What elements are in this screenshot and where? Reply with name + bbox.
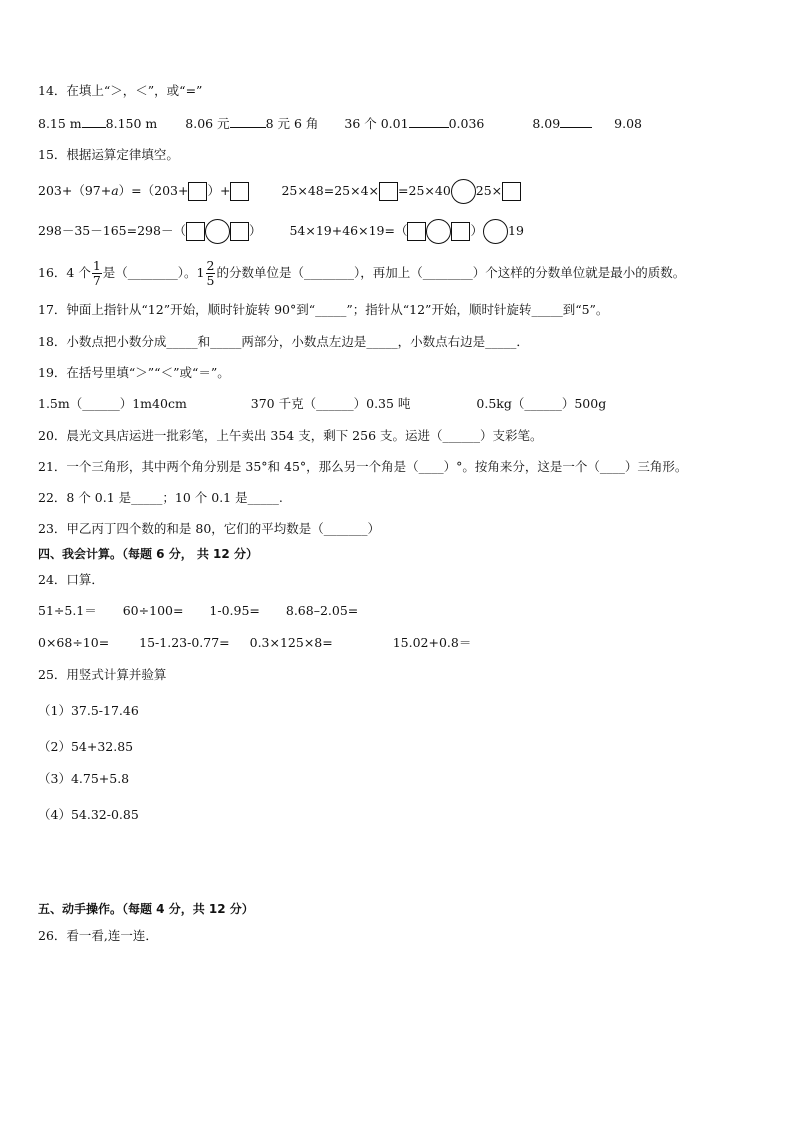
q15-r1b-text2: =25×40 (398, 183, 451, 198)
answer-box[interactable] (188, 182, 207, 201)
q16-text1: 16．4 个 (38, 265, 91, 280)
q25-item-3: （3）4.75+5.8 (38, 771, 130, 786)
q15-r1b-text3: 25× (475, 183, 503, 198)
q15-r1a-text2: ）=（203+ (118, 183, 189, 198)
answer-circle[interactable] (426, 219, 451, 244)
q24-row2 (38, 634, 471, 652)
q14-item-4a: 8.09 (532, 116, 561, 131)
fraction-denominator: 5 (206, 273, 215, 288)
q14-items (38, 114, 642, 133)
q24-title: 24．口算． (38, 572, 104, 587)
q15-r1a-text1: 203+（97+ (38, 183, 112, 198)
q15-row2 (38, 218, 524, 244)
q15-r1a-text3: ）+ (207, 183, 231, 198)
q19-item-b: 370 千克（______）0.35 吨 (250, 396, 411, 411)
q16 (38, 256, 685, 290)
oral-calc-item: 60÷100= (122, 603, 184, 618)
section-4-heading: 四、我会计算。（每题 6 分， 共 12 分） (38, 547, 258, 561)
fraction-numerator: 1 (92, 258, 101, 273)
oral-calc-item: 1-0.95= (209, 603, 260, 618)
fraction-denominator: 7 (92, 273, 101, 288)
answer-blank[interactable] (409, 114, 449, 128)
answer-box[interactable] (230, 222, 249, 241)
q15-row1 (38, 178, 521, 204)
q24-row1 (38, 602, 358, 620)
q18: 18．小数点把小数分成_____和_____两部分，小数点左边是_____，小数点右边是_____． (38, 334, 529, 349)
q17: 17．钟面上指针从“12”开始，顺时针旋转 90°到“_____”；指针从“12”开始，顺时针旋转_____到“5”。 (38, 302, 609, 317)
q25-item-2: （2）54+32.85 (38, 739, 134, 754)
q14-item-3b: 0.036 (448, 116, 485, 131)
q22: 22．8 个 0.1 是_____；10 个 0.1 是_____. (38, 490, 283, 505)
q26-title: 26．看一看,连一连． (38, 928, 158, 943)
answer-circle[interactable] (483, 219, 508, 244)
q25-item-1: （1）37.5-17.46 (38, 703, 139, 718)
q14-item-3a: 36 个 0.01 (344, 116, 409, 131)
answer-box[interactable] (230, 182, 249, 201)
q15-r2b-text2: ） (470, 223, 483, 238)
q15-title: 15．根据运算定律填空。 (38, 147, 179, 162)
q19-items (38, 395, 606, 413)
q19-item-c: 0.5kg（______）500g (476, 396, 607, 411)
oral-calc-item: 0×68÷10= (38, 635, 110, 650)
answer-box[interactable] (186, 222, 205, 241)
answer-box[interactable] (502, 182, 521, 201)
section-5-heading: 五、动手操作。（每题 4 分，共 12 分） (38, 902, 254, 916)
q16-text2: 是（________）。1 (102, 265, 205, 280)
q25-title: 25．用竖式计算并验算 (38, 667, 167, 682)
oral-calc-item: 8.68–2.05= (285, 603, 359, 618)
q14-item-1a: 8.15 m (38, 116, 82, 131)
q14-item-1b: 8.150 m (105, 116, 158, 131)
answer-blank[interactable] (82, 114, 106, 128)
q14-item-2b: 8 元 6 角 (265, 116, 319, 131)
q15-r1b-text1: 25×48=25×4× (281, 183, 380, 198)
answer-box[interactable] (407, 222, 426, 241)
q15-r2a-text1: 298－35－165=298－（ (38, 223, 186, 238)
answer-blank[interactable] (560, 114, 592, 128)
q14-title: 14．在填上“＞，＜”，或“=” (38, 83, 203, 98)
q15-r2b-text3: 19 (508, 223, 524, 238)
q21: 21．一个三角形，其中两个角分别是 35°和 45°，那么另一个角是（____）°。按角来分，这是一个（____）三角形。 (38, 459, 688, 474)
oral-calc-item: 0.3×125×8= (249, 635, 333, 650)
answer-circle[interactable] (205, 219, 230, 244)
answer-blank[interactable] (230, 114, 266, 128)
answer-circle[interactable] (451, 179, 476, 204)
q15-r2b-text1: 54×19+46×19=（ (289, 223, 408, 238)
oral-calc-item: 51÷5.1＝ (38, 603, 97, 618)
q19-title: 19．在括号里填“＞”“＜”或“＝”。 (38, 365, 230, 380)
answer-box[interactable] (451, 222, 470, 241)
q16-text3: 的分数单位是（________），再加上（________）个这样的分数单位就是最小的质数。 (216, 265, 686, 280)
variable-a: a (111, 183, 119, 198)
fraction-one-seventh (92, 259, 102, 288)
fraction-two-fifths (206, 259, 216, 288)
q19-item-a: 1.5m（______）1m40cm (38, 396, 187, 411)
q20: 20．晨光文具店运进一批彩笔，上午卖出 354 支，剩下 256 支。运进（______）支彩笔。 (38, 428, 543, 443)
q25-item-4: （4）54.32-0.85 (38, 807, 139, 822)
fraction-numerator: 2 (206, 258, 215, 273)
oral-calc-item: 15.02+0.8＝ (392, 635, 472, 650)
q15-r2a-text2: ） (248, 223, 262, 238)
q23: 23．甲乙丙丁四个数的和是 80，它们的平均数是（_______） (38, 521, 381, 536)
oral-calc-item: 15-1.23-0.77= (139, 635, 230, 650)
answer-box[interactable] (379, 182, 398, 201)
q14-item-2a: 8.06 元 (185, 116, 230, 131)
q14-item-4b: 9.08 (614, 116, 642, 131)
